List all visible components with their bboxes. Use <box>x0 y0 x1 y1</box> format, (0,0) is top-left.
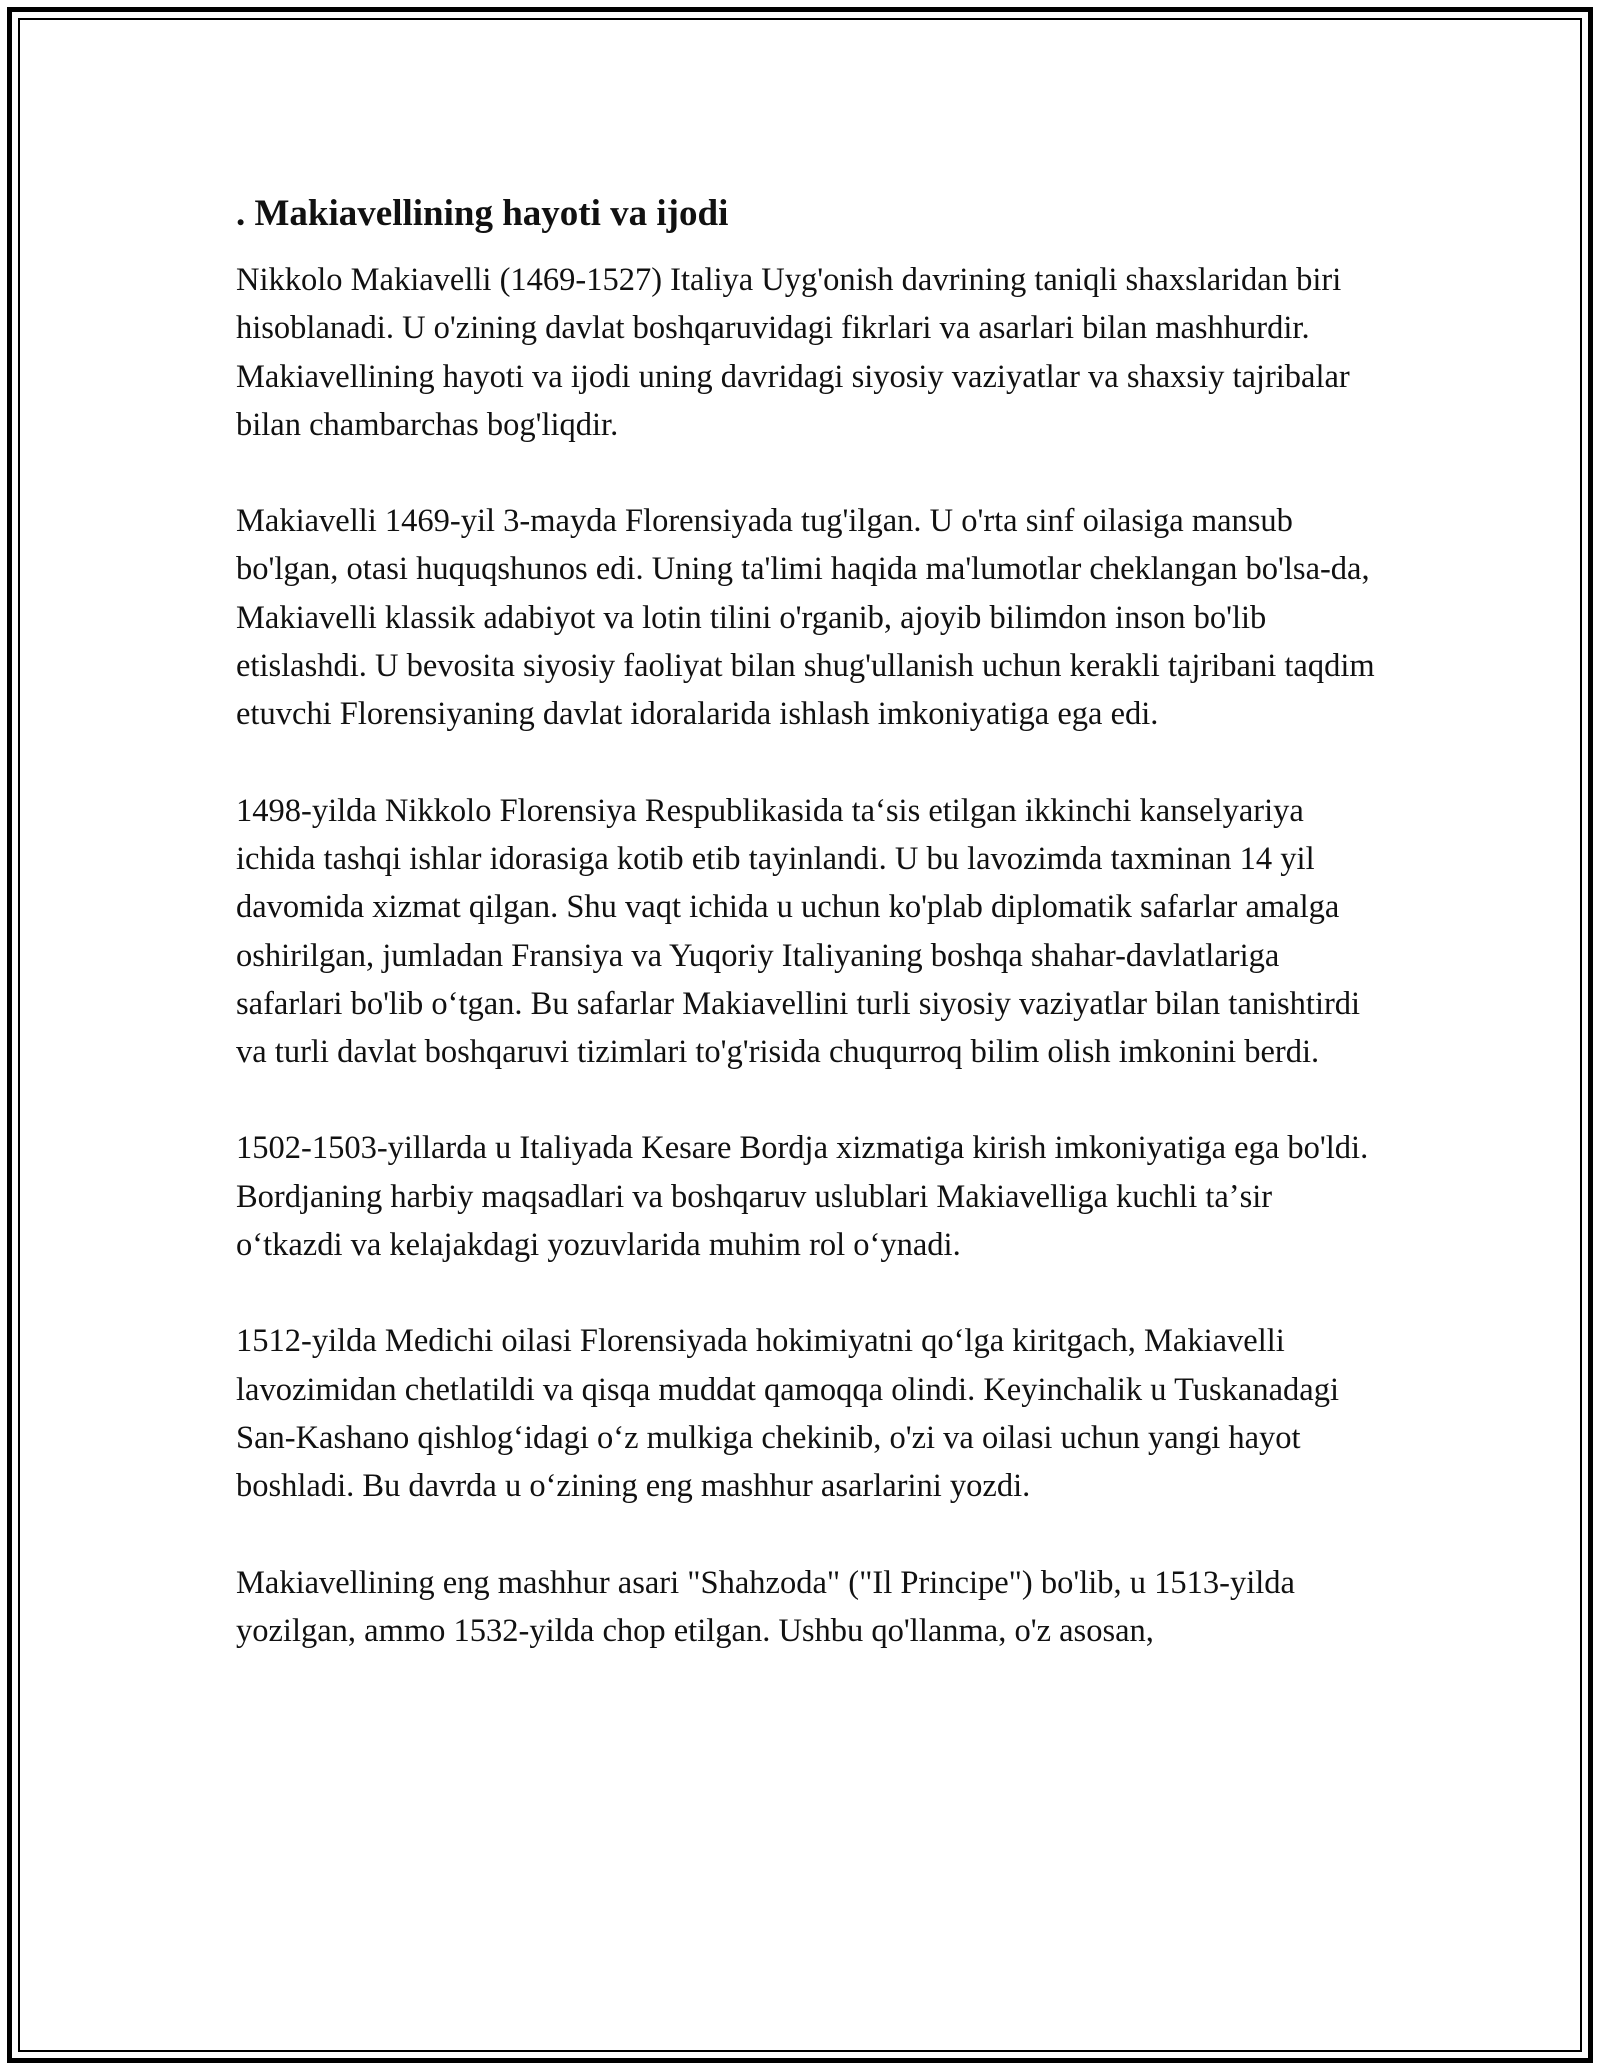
paragraph-the-prince: Makiavellining eng mashhur asari "Shahzoda" ("Il Principe") bo'lib, u 1513-yilda yozilgan, ammo 1532-yilda chop etilgan. Ushbu qo'llanma, o'z asosan, <box>236 1564 1295 1649</box>
document-body <box>236 188 1376 1703</box>
paragraph-exile: 1512-yilda Medichi oilasi Florensiyada hokimiyatni qoʻlga kiritgach, Makiavelli lavozimidan chetlatildi va qisqa muddat qamoqqa olindi. Keyinchalik u Tuskanadagi San-Kashano qishlogʻidagi oʻz mulkiga chekinib, o'zi va oilasi uchun yangi hayot boshladi. Bu davrda u oʻzining eng mashhur asarlarini yozdi. <box>236 1323 1339 1505</box>
paragraph-early-life: Makiavelli 1469-yil 3-mayda Florensiyada tug'ilgan. U o'rta sinf oilasiga mansub bo'lgan, otasi huquqshunos edi. Uning ta'limi haqida ma'lumotlar cheklangan bo'lsa-da, Makiavelli klassik adabiyot va lotin tilini o'rganib, ajoyib bilimdon inson bo'lib etislashdi. U bevosita siyosiy faoliyat bilan shug'ullanish uchun kerakli tajribani taqdim etuvchi Florensiyaning davlat idoralarida ishlash imkoniyatiga ega edi. <box>236 503 1375 733</box>
paragraph-intro: Nikkolo Makiavelli (1469-1527) Italiya Uyg'onish davrining taniqli shaxslaridan biri hisoblanadi. U o'zining davlat boshqaruvidagi fikrlari va asarlari bilan mashhurdir. Makiavellining hayoti va ijodi uning davridagi siyosiy vaziyatlar va shaxsiy tajribalar bilan chambarchas bog'liqdir. <box>236 262 1350 443</box>
document-title: . Makiavellining hayoti va ijodi <box>236 193 729 234</box>
paragraph-chancery-career: 1498-yilda Nikkolo Florensiya Respublikasida taʻsis etilgan ikkinchi kanselyariya ichida tashqi ishlar idorasiga kotib etib tayinlandi. U bu lavozimda taxminan 14 yil davomida xizmat qilgan. Shu vaqt ichida u uchun ko'plab diplomatik safarlar amalga oshirilgan, jumladan Fransiya va Yuqoriy Italiyaning boshqa shahar-davlatlariga safarlari bo'lib oʻtgan. Bu safarlar Makiavellini turli siyosiy vaziyatlar bilan tanishtirdi va turli davlat boshqaruvi tizimlari to'g'risida chuqurroq bilim olish imkonini berdi. <box>236 792 1361 1071</box>
paragraph-borgia-service: 1502-1503-yillarda u Italiyada Kesare Bordja xizmatiga kirish imkoniyatiga ega bo'ldi. Bordjaning harbiy maqsadlari va boshqaruv uslublari Makiavelliga kuchli taʼsir oʻtkazdi va kelajakdagi yozuvlarida muhim rol oʻynadi. <box>236 1130 1369 1264</box>
